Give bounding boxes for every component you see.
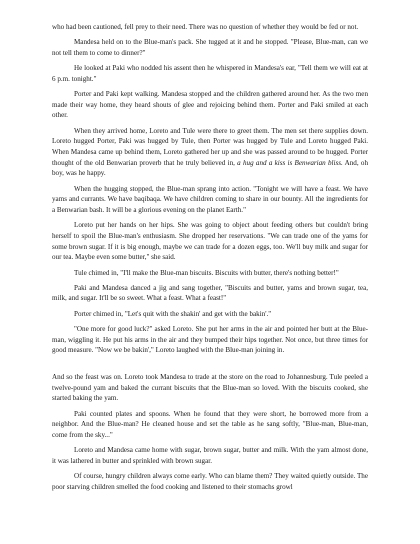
- paragraph-9: Paki and Mandesa danced a jig and sang together, "Biscuits and butter, yams and brown sugar, tea, milk, and sugar. It'll be so sweet. What a feast. What a feast!": [52, 283, 368, 303]
- paragraph-3: He looked at Paki who nodded his assent then he whispered in Mandesa's ear, "Tell them we will eat at 6 p.m. tonight.": [52, 64, 368, 83]
- paragraph-4: Porter and Paki kept walking. Mandesa stopped and the children gathered around her. As the two men made their way home, they heard shouts of glee and rejoicing behind them. Porter and Paki smiled at each other.: [52, 90, 368, 120]
- paragraph-5-tail: And, oh boy, was he happy.: [52, 158, 368, 178]
- paragraph-15: Of course, hungry children always come early. Who can blame them? They waited quietly outside. The poor starving children smelled the food cooking and listened to their stomachs growl: [52, 472, 368, 491]
- paragraph-1: who had been cautioned, fell prey to their need. There was no question of whether they would be fed or not.: [52, 23, 359, 31]
- paragraph-7: Loreto put her hands on her hips. She was going to object about feeding others but couldn't bring herself to spoil the Blue-man's enthusiasm. She dropped her reservations. "We can trade one of the yams for some brown sugar. If it is big enough, maybe we can trade for a dozen eggs, too. We'll buy milk and sugar for our tea. Maybe even some butter," she said.: [52, 221, 368, 262]
- paragraph-6: When the hugging stopped, the Blue-man sprang into action. "Tonight we will have a feast. We have yams and currants. We have baqibaqa. We have children coming to share in our bounty. All the ingredients for a Benwarian bash. It will be a glorious evening on the planet Earth.": [52, 184, 368, 215]
- paragraph-12: And so the feast was on. Loreto took Mandesa to trade at the store on the road to Johannesburg. Tule peeled a twelve-pound yam and baked the currant biscuits that the Blue-man so loved. With the biscuits cooked, she started baking the yam.: [52, 372, 368, 403]
- paragraph-8: Tule chimed in, "I'll make the Blue-man biscuits. Biscuits with butter, there's nothing better!": [74, 268, 339, 277]
- paragraph-5-proverb: a hug and a kiss is Benwarian bliss.: [237, 158, 343, 167]
- paragraph-14: Loreto and Mandesa came home with sugar, brown sugar, butter and milk. With the yam almost done, it was lathered in butter and sprinkled with brown sugar.: [52, 446, 368, 465]
- paragraph-11: "One more for good luck?" asked Loreto. She put her arms in the air and pointed her butt at the Blue-man, wiggling it. He put his arms in the air and they bumped their hips together. Not once, but three times for good measure. "Now we be bakin'," Loreto laughed with the Blue-man joining in.: [52, 324, 368, 355]
- paragraph-10: Porter chimed in, "Let's quit with the shakin' and get with the bakin'.": [74, 309, 272, 318]
- paragraph-2: Mandesa held on to the Blue-man's pack. She tugged at it and he stopped. "Please, Blue-man, can we not tell them to come to dinner?": [52, 38, 368, 57]
- paragraph-13: Paki counted plates and spoons. When he found that they were short, he borrowed more from a neighbor. And the Blue-man? He cleaned house and set the table as he sang softly, "Blue-man, Blue-man, come from the sky...": [52, 409, 368, 439]
- paragraph-5: [52, 126, 368, 180]
- paragraph-5-text: When they arrived home, Loreto and Tule were there to greet them. The men set there supplies down. Loreto hugged Porter, Paki was hugged by Tule, then Porter was hugged by Tule and Loreto hugged Paki. When Mandesa came up behind them, Loreto gathered her up and she was passed around to be hugged. Porter thought of the old Benwarian proverb that he truly believed in,: [52, 126, 368, 167]
